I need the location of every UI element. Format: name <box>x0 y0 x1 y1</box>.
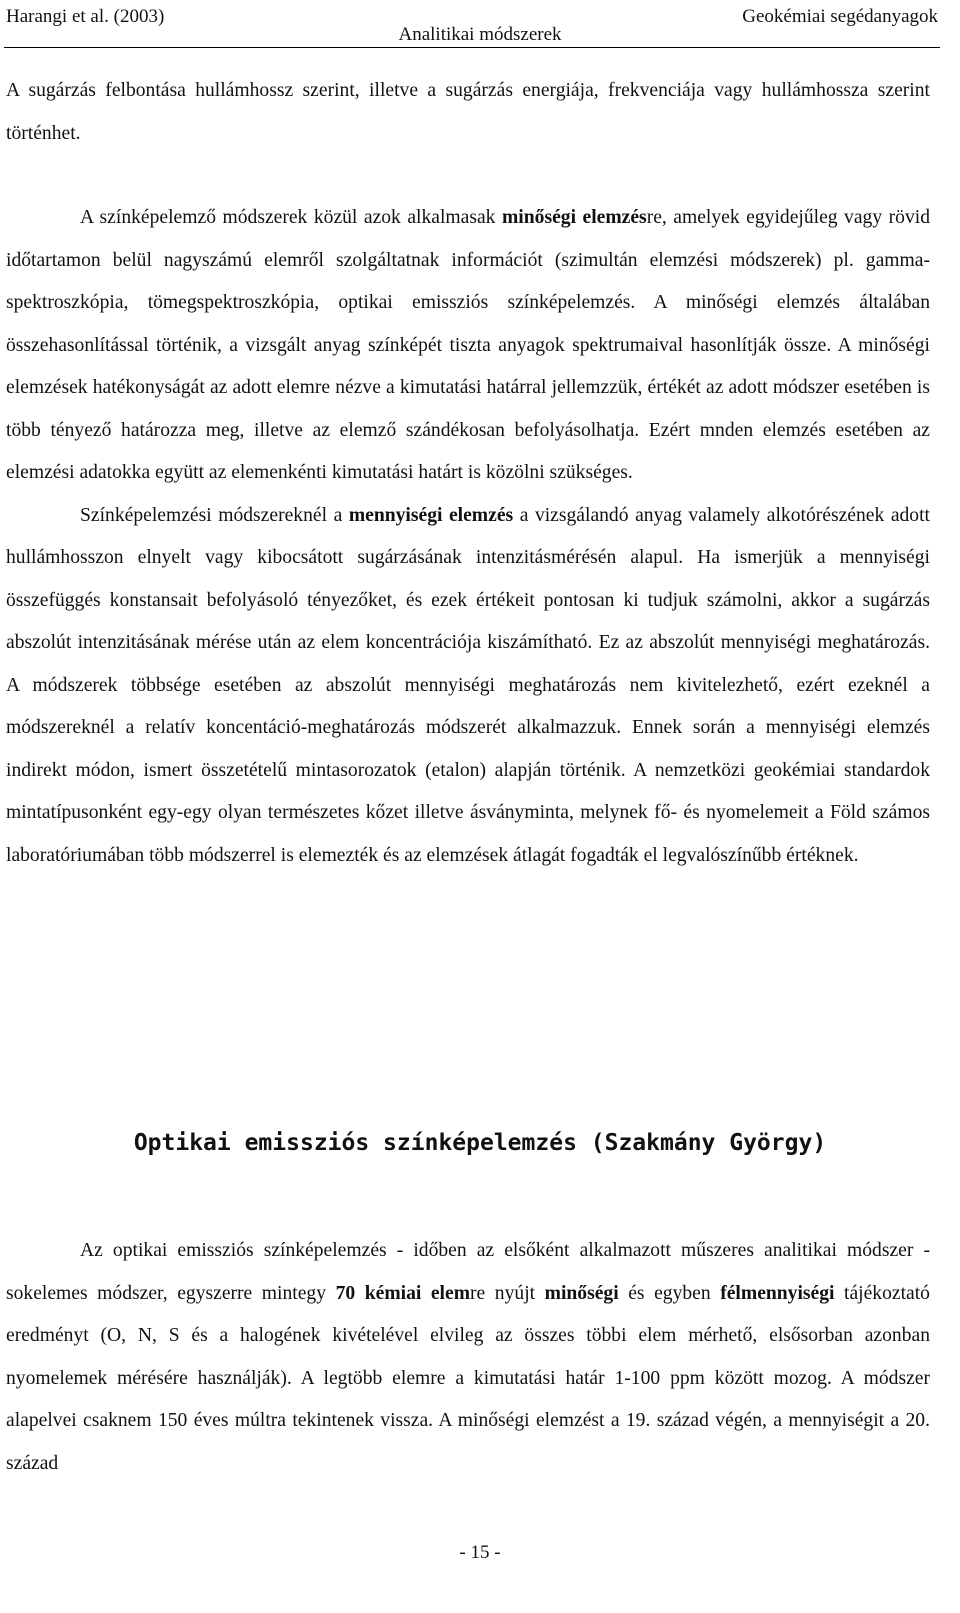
paragraph-4-text-b: re nyújt <box>470 1282 545 1304</box>
paragraph-4-text-c: és egyben <box>618 1282 721 1304</box>
paragraph-4-bold-qualitative: minőségi <box>544 1282 619 1304</box>
paragraph-1 <box>6 70 930 155</box>
main-text <box>6 70 930 877</box>
paragraph-4-text-d: tájékoztató eredményt (O, N, S és a halogének kivételével elvileg az összes többi elem mérhető, elsősorban azonban nyomelemek mérésére használják). A legtöbb elemre a kimutatási határ 1-100 ppm között mozog. A módszer alapelvei csaknem 150 éves múltra tekintenek vissza. A minőségi elemzést a 19. század végén, a mennyiségit a 20. század <box>6 1282 930 1474</box>
paragraph-4-text-a: Az optikai emissziós színképelemzés - időben az elsőként alkalmazott műszeres analitikai módszer - sokelemes módszer, egyszerre mintegy <box>6 1240 930 1304</box>
paragraph-3-bold-term: mennyiségi elemzés <box>348 504 514 526</box>
paragraph-3 <box>6 495 930 878</box>
header-authors: Harangi et al. (2003) <box>6 6 165 27</box>
paragraph-3-text-a: Színképelemzési módszereknél a <box>80 504 349 526</box>
header-chapter-title: Analitikai módszerek <box>398 24 562 45</box>
paragraph-2-bold-term: minőségi elemzés <box>501 207 647 228</box>
paragraph-2-text-a: A színképelemző módszerek közül azok alkalmasak <box>80 207 502 228</box>
section-heading: Optikai emissziós színképelemzés (Szakmány György) <box>133 1130 827 1156</box>
paragraph-1-text: A sugárzás felbontása hullámhossz szerint, illetve a sugárzás energiája, frekvenciája vagy hullámhossza szerint történhet. <box>6 80 930 144</box>
page-number: - 15 - <box>459 1542 501 1563</box>
paragraph-4-bold-elements: 70 kémiai elem <box>335 1282 471 1304</box>
header-series-title: Geokémiai segédanyagok <box>742 6 938 27</box>
paragraph-3-text-b: a vizsgálandó anyag valamely alkotórészének adott hullámhosszon elnyelt vagy kibocsátott sugárzásának intenzitásmérésén alapul. Ha ismerjük a mennyiségi összefüggés konstansait befolyásoló tényezőket, és ezek értékeit pontosan ki tudjuk számolni, akkor a sugárzás abszolút intenzitásának mérése után az elem koncentrációja kiszámítható. Ez az abszolút mennyiségi meghatározás. A módszerek többsége esetében az abszolút mennyiségi meghatározás nem kivitelezhető, ezért ezeknél a módszereknél a relatív koncentáció-meghatározás módszerét alkalmazzuk. Ennek során a mennyiségi elemzés indirekt módon, ismert összetételű mintasorozatok (etalon) alapján történik. A nemzetközi geokémiai standardok mintatípusonként egy-egy olyan természetes kőzet illetve ásványminta, melynek fő- és nyomelemeit a Föld számos laboratóriumában több módszerrel is elemezték és az elemzések átlagát fogadták el legvalószínűbb értéknek. <box>6 504 930 866</box>
section-text <box>6 1230 930 1485</box>
paragraph-2 <box>6 197 930 495</box>
paragraph-4 <box>6 1230 930 1485</box>
header-divider <box>4 47 940 48</box>
paragraph-2-text-b: re, amelyek egyidejűleg vagy rövid időtartamon belül nagyszámú elemről szolgáltatnak információt (szimultán elemzési módszerek) pl. gamma-spektroszkópia, tömegspektroszkópia, optikai emissziós színképelemzés. A minőségi elemzés általában összehasonlítással történik, a vizsgált anyag színképét tiszta anyagok spektrumaival hasonlítják össze. A minőségi elemzések hatékonyságát az adott elemre nézve a kimutatási határral jellemzzük, értékét az adott módszer esetében is több tényező határozza meg, illetve az elemző szándékosan befolyásolhatja. Ezért mnden elemzés esetében az elemzési adatokka együtt az elemenkénti kimutatási határt is közölni szükséges. <box>6 207 931 483</box>
paragraph-4-bold-semiquantitative: félmennyiségi <box>720 1282 835 1304</box>
